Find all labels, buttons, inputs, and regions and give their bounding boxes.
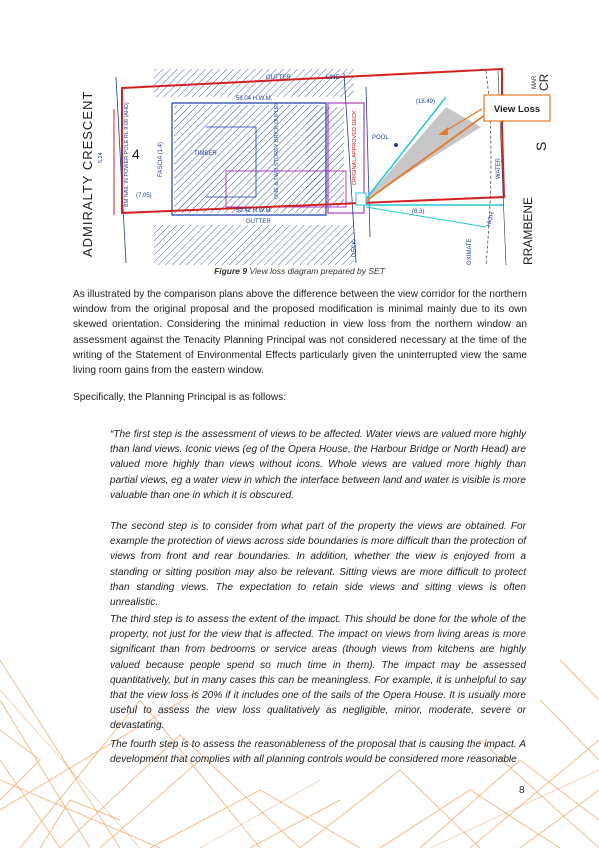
label-dim-3: (8.3): [412, 209, 425, 215]
label-gutter-top: GUTTER: [266, 75, 291, 81]
quote-paragraph-2: The second step is to consider from what part of the property the views are obtained. For example the protection of views across side boundaries is more difficult than the protection of views from front and rear boundaries. In addition, whether the view is enjoyed from a standing or sitting position may also be relevant. Sitting views are more difficult to protect than standing views. The expectation to retain side views and sitting views is often unrealistic.: [110, 521, 526, 609]
figure-caption-text: View loss diagram prepared by SET: [247, 266, 385, 276]
label-dim-2: (18.49): [416, 99, 436, 105]
hatched-neighbour-lot-bottom: [154, 225, 354, 265]
street-name-left: ADMIRALTY CRESCENT: [80, 90, 95, 257]
lot-number: 4: [132, 146, 140, 162]
label-dim-4: 5.24: [98, 152, 104, 163]
label-cr: CR: [537, 73, 551, 91]
label-high: HIGH: [486, 211, 496, 228]
body-text: [73, 287, 527, 405]
page-number: 8: [519, 785, 525, 796]
label-timber: TIMBER: [194, 151, 217, 157]
quote-paragraph-1: “The first step is the assessment of views to be affected. Water views are valued more highly than land views. Iconic views (eg of the Opera House, the Harbour Bridge or North Head) are valued more highly than views without icons. Whole views are valued more highly than partial views, eg a water view in which the interface between land and water is visible is more valuable than one in which it is obscured.: [110, 429, 526, 501]
label-mar: MAR: [532, 75, 538, 89]
label-hwm-bottom: 50.42 H.W.M.: [236, 208, 273, 214]
label-gutter-bottom: GUTTER: [246, 219, 271, 225]
figure-caption-label: Figure 9: [214, 266, 248, 276]
label-oximate: OXIMATE: [467, 238, 473, 265]
quote-paragraph-4: The fourth step is to assess the reasonableness of the proposal that is causing the impact. A development that complies with all planning controls would be considered more reasonable: [110, 739, 526, 766]
label-bm: BM NAIL IN POWER POLE RL 9.08 (AHD): [124, 102, 130, 207]
label-water: WATER: [496, 158, 502, 179]
label-approved-deck: ORIGINAL APPROVED DECK: [352, 110, 358, 185]
label-pool: POOL: [372, 135, 389, 141]
label-hwm-top: 56.04 H.W.M.: [236, 96, 273, 102]
label-s: S: [533, 141, 549, 151]
label-line: LINE: [326, 75, 340, 81]
figure-caption: [0, 266, 599, 276]
label-dim-1: (7.05): [136, 193, 152, 199]
paragraph-1: As illustrated by the comparison plans above the difference between the view corridor for the northern window from the original proposal and the proposed modification is minimal mainly due to its own skewed orientation. Considering the minimal reduction in view loss from the northern window an assessment against the Tenacity Planning Principal was not considered necessary at the time of the writing of the Statement of Environmental Effects particularly given the uninterrupted view the same living room gains from the eastern window.: [73, 289, 527, 377]
label-fascia-left: FASCIA (1.4): [158, 141, 164, 177]
label-house: ONE & TWO STOREY BRICK DUPLEX: [274, 101, 280, 199]
street-name-bottom-right: RRAMBENE: [521, 196, 535, 265]
hatched-neighbour-lot-top: [154, 69, 354, 97]
view-loss-diagram: [66, 67, 552, 267]
paragraph-2: Specifically, the Planning Principal is as follows:: [73, 392, 287, 404]
quote-paragraph-3: The third step is to assess the extent of the impact. This should be done for the whole of the property, not just for the view that is affected. The impact on views from living areas is more significant than from bedrooms or service areas (though views from kitchens are highly valued because people spend so much time in them). The impact may be assessed quantitatively, but in many cases this can be meaningless. For example, it is unhelpful to say that the view loss is 20% if it includes one of the sails of the Opera House. It is usually more useful to assess the view loss qualitatively as negligible, minor, moderate, severe or devastating.: [110, 614, 526, 732]
label-deck: DECK: [352, 240, 358, 257]
view-loss-callout-label: View Loss: [493, 104, 541, 115]
